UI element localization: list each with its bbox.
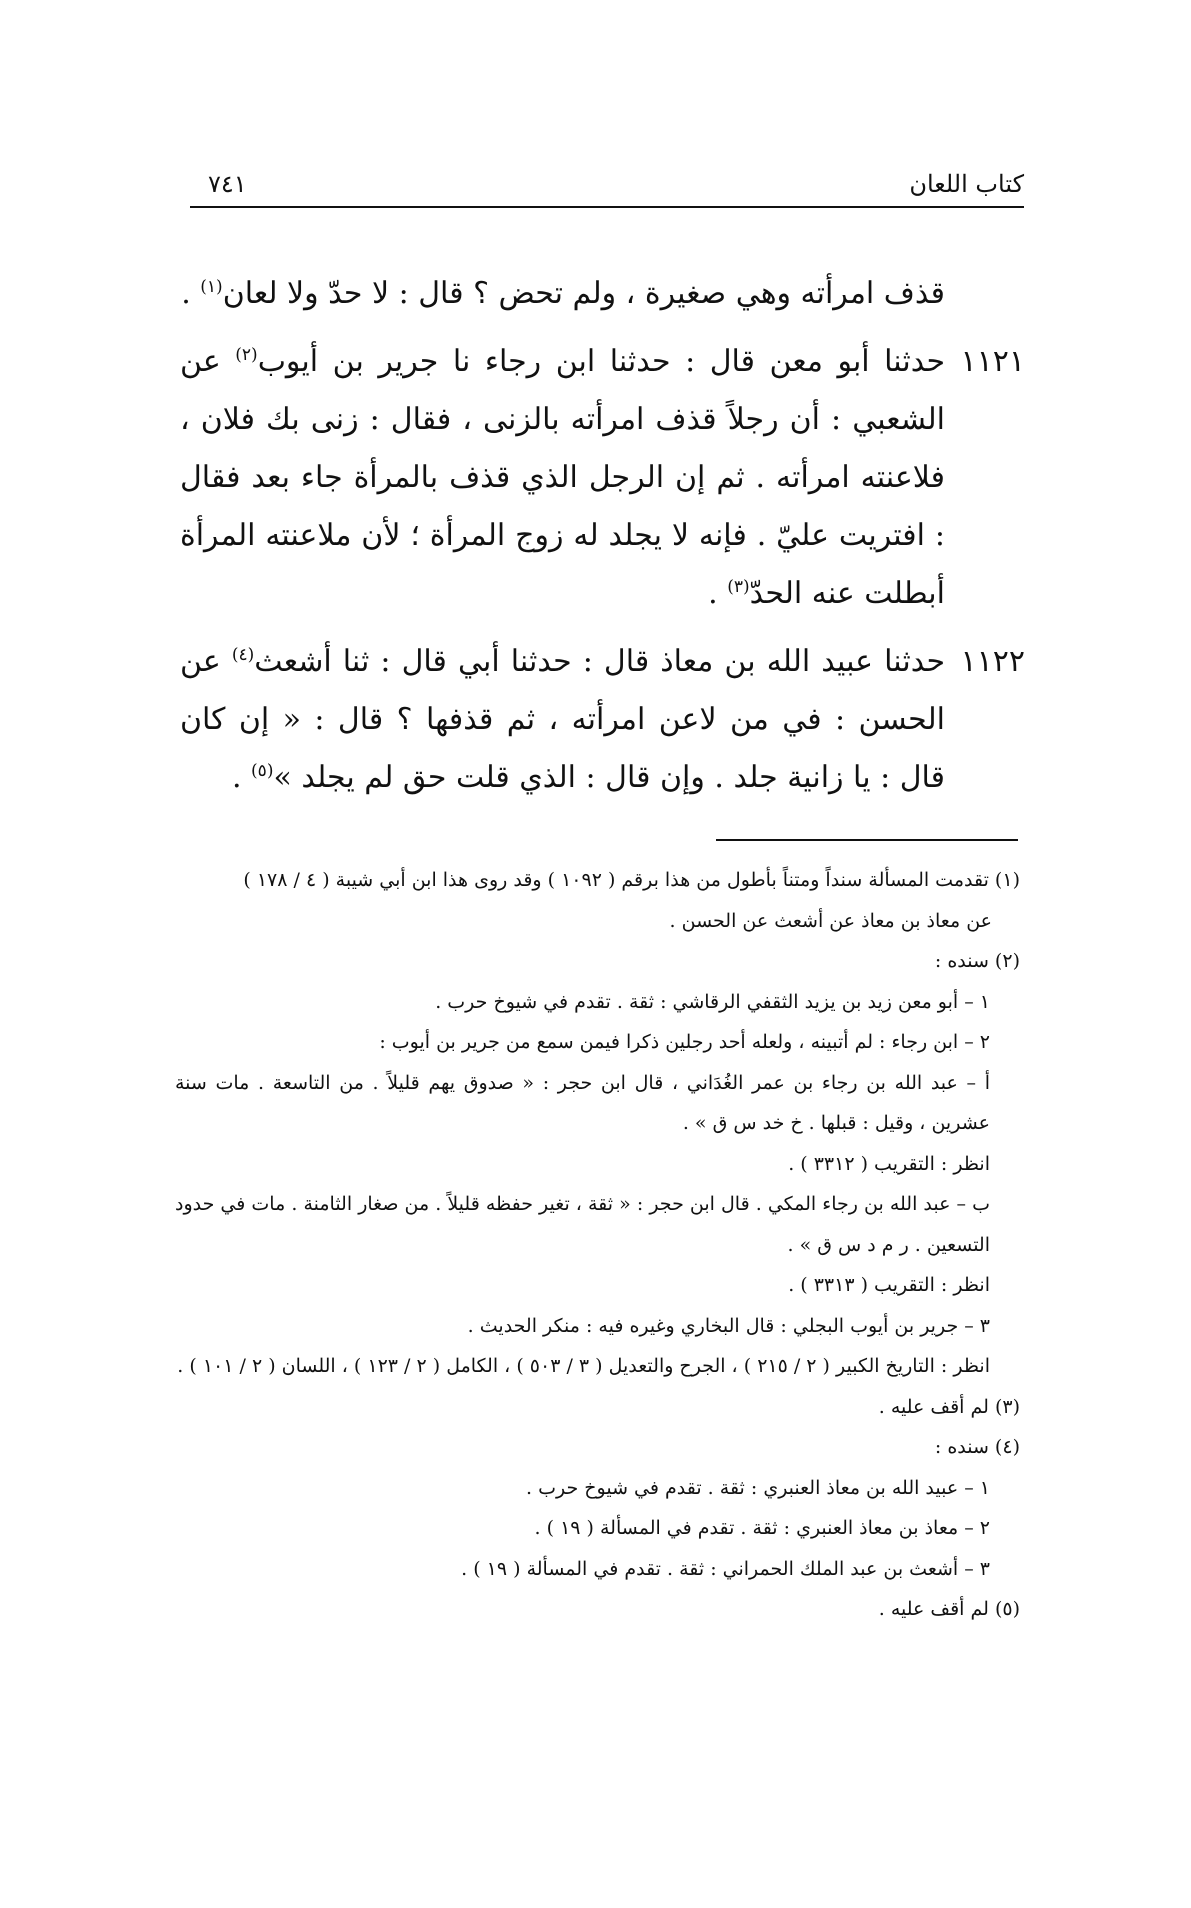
hadith-text: [180, 633, 945, 807]
opening-end: .: [181, 276, 201, 311]
footnote-ref: (٢): [235, 345, 258, 365]
footnote-ref: (٥): [251, 761, 274, 781]
footnote-4-item-1: ١ – عبيد الله بن معاذ العنبري : ثقة . تقدم في شيوخ حرب .: [526, 1476, 990, 1499]
footnote-4-title: (٤) سنده :: [934, 1436, 1020, 1458]
footnote-ref: (٤): [231, 645, 255, 665]
footnote-5: (٥) لم أقف عليه .: [878, 1598, 1020, 1620]
page-number: ٧٤١: [208, 170, 247, 198]
footnote-2-item-1: ١ – أبو معن زيد بن يزيد الثقفي الرقاشي : ثقة . تقدم في شيوخ حرب .: [435, 990, 990, 1013]
footnote-1: (١) تقدمت المسألة سنداً ومتناً بأطول من هذا برقم ( ١٠٩٢ ) وقد روى هذا ابن أبي شيبة ( ٤ / ١٧٨ ): [243, 869, 1020, 891]
hadith-1122: [180, 633, 1025, 807]
opening-text: قذف امرأته وهي صغيرة ، ولم تحض ؟ قال : لا حدّ ولا لعان: [222, 276, 945, 311]
hadith-text-part2: عن الحسن : في من لاعن امرأته ، ثم قذفها ؟ قال : « إن كان قال : يا زانية جلد . وإن قال : الذي قلت حق لم يجلد »: [180, 644, 945, 795]
footnote-3: (٣) لم أقف عليه .: [878, 1395, 1020, 1418]
footnote-2-item-2a-ref: انظر : التقريب ( ٣٣١٢ ) .: [788, 1152, 990, 1175]
footnote-2-item-2a: أ – عبد الله بن رجاء بن عمر الغُدَاني ، قال ابن حجر : « صدوق يهم قليلاً . من التاسعة . مات سنة عشرين ، وقيل : قبلها . خ خد س ق » .: [175, 1071, 990, 1134]
footnote-2-item-2b-ref: انظر : التقريب ( ٣٣١٣ ) .: [788, 1274, 990, 1296]
footnote-4-item-2: ٢ – معاذ بن معاذ العنبري : ثقة . تقدم في المسألة ( ١٩ ) .: [534, 1517, 990, 1539]
hadith-text-end: .: [231, 760, 252, 795]
footnote-ref: (٣): [727, 577, 750, 597]
hadith-text-part2: عن الشعبي : أن رجلاً قذف امرأته بالزنى ، فقال : زنى بك فلان ، فلاعنته امرأته . ثم إن الرجل الذي قذف بالمرأة جاء بعد فقال : افتريت عليّ . فإنه لا يجلد له زوج المرأة ؛ لأن ملاعنته المرأة أبطلت عنه الحدّ: [180, 344, 945, 611]
page-header: [190, 166, 1024, 208]
hadith-text: [180, 333, 945, 623]
opening-paragraph: [180, 265, 945, 323]
footnote-2-item-2b: ب – عبد الله بن رجاء المكي . قال ابن حجر : « ثقة ، تغير حفظه قليلاً . من صغار الثامنة . مات في حدود التسعين . ر م د س ق » .: [175, 1193, 990, 1256]
hadith-text-part1: حدثنا أبو معن قال : حدثنا ابن رجاء نا جرير بن أيوب: [257, 344, 945, 379]
footnote-2-title: (٢) سنده :: [934, 950, 1020, 972]
footnote-2-item-3-ref: انظر : التاريخ الكبير ( ٢ / ٢١٥ ) ، الجرح والتعديل ( ٣ / ٥٠٣ ) ، الكامل ( ٢ / ١٢٣ ) ، اللسان ( ٢ / ١٠١ ) .: [177, 1355, 990, 1377]
footnote-separator: [716, 839, 1018, 841]
running-head: كتاب اللعان: [909, 170, 1024, 198]
footnote-2-item-2: ٢ – ابن رجاء : لم أتبينه ، ولعله أحد رجلين ذكرا فيمن سمع من جرير بن أيوب :: [379, 1031, 990, 1053]
footnote-4-item-3: ٣ – أشعث بن عبد الملك الحمراني : ثقة . تقدم في المسألة ( ١٩ ) .: [461, 1557, 990, 1580]
hadith-text-end: .: [708, 576, 728, 611]
hadith-1121: [180, 333, 1025, 623]
footnote-1-continued: عن معاذ بن معاذ عن أشعث عن الحسن .: [669, 909, 992, 932]
hadith-number: ١١٢٢: [960, 644, 1025, 679]
footnotes: [175, 860, 1020, 1630]
footnote-2-item-3: ٣ – جرير بن أيوب البجلي : قال البخاري وغيره فيه : منكر الحديث .: [467, 1314, 990, 1337]
hadith-number: ١١٢١: [960, 344, 1025, 379]
main-text: [180, 265, 1025, 807]
hadith-text-part1: حدثنا عبيد الله بن معاذ قال : حدثنا أبي قال : ثنا أشعث: [254, 644, 945, 679]
footnote-ref: (١): [200, 277, 223, 297]
